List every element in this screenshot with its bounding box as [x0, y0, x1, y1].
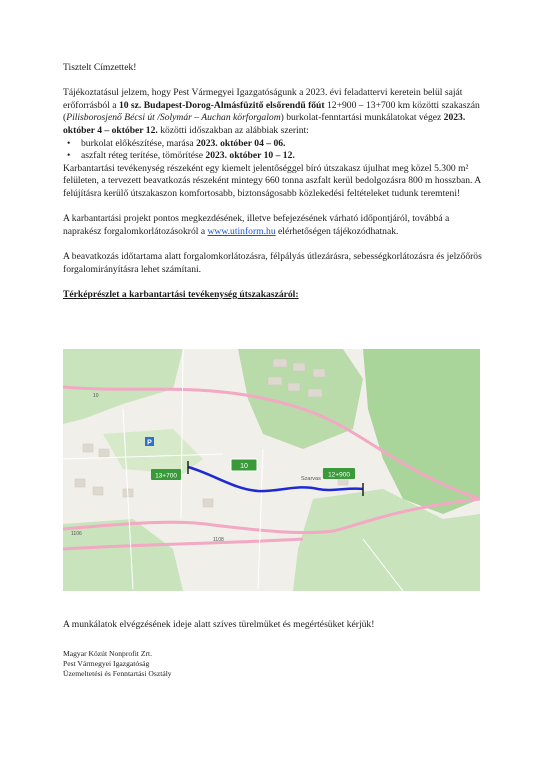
restriction-paragraph: A beavatkozás időtartama alatt forgalomkorlátozásra, félpályás útlezárásra, sebességkorlátozásra és jelzőőrös forgalomirányításra lehet számítani. — [63, 250, 482, 275]
utinform-link[interactable]: www.utinform.hu — [207, 225, 276, 237]
parking-icon-glyph: P — [147, 439, 152, 447]
intro-paragraph — [63, 87, 483, 137]
place-label: Szarvas — [301, 476, 321, 482]
road-label: 1106 — [71, 531, 82, 537]
road-label: 1108 — [213, 537, 224, 543]
route-map — [63, 349, 480, 591]
map-heading: Térképrészlet a karbantartási tevékenység útszakaszáról: — [63, 288, 299, 300]
signature-line: Üzemeltetési és Fenntartási Osztály — [63, 669, 172, 679]
intro-section-name: Pilisborosjenő Bécsi út /Solymár – Auchan körforgalom — [66, 112, 281, 124]
intro-text-3: ) burkolat-fenntartási munkálatokat végez — [280, 112, 444, 124]
greeting: Tisztelt Címzettek! — [63, 62, 137, 73]
intro-text-2: 12+900 – 13+700 km közötti szakaszán ( — [63, 99, 480, 124]
info-paragraph: A karbantartási projekt pontos megkezdésének, illetve befejezésének várható időpontjáról, továbbá a naprakész forgalomkorlátozásokról a www.utinform.hu elérhetőségen tájékozódhatnak. — [63, 213, 450, 237]
closing-line: A munkálatok elvégzésének ideje alatt szíves türelmüket és megértésüket kérjük! — [63, 619, 375, 630]
list-item: • aszfalt réteg terítése, tömörítése 2023. október 10 – 12. — [63, 150, 483, 163]
letter-body — [63, 62, 483, 301]
intro-text-1: Tájékoztatásul jelzem, hogy Pest Vármegyei Igazgatóságunk a 2023. évi feladattervi keretein belül saját erőforrásból a — [63, 87, 463, 111]
maintenance-paragraph: Karbantartási tevékenység részeként egy kiemelt jelentőséggel bíró útszakasz újulhat meg közel 5.300 m² felületen, a tervezett beavatkozás részeként mintegy 660 tonna aszfalt kerül bedolgozásra 800 m hosszban. A felújításra kerülő útszakaszon komfortosabb, biztonságosabb közlekedési feltételeket tudunk teremteni! — [63, 162, 481, 199]
signature-block — [63, 649, 172, 680]
intro-text-4: közötti időszakban az alábbiak szerint: — [157, 124, 309, 136]
signature-line: Pest Vármegyei Igazgatóság — [63, 659, 150, 669]
intro-date-range: 2023. október 4 – október 12. — [63, 112, 466, 136]
intro-road-name: 10 sz. Budapest-Dorog-Almásfüzitő elsőrendű főút — [118, 99, 325, 111]
work-phase-list — [63, 138, 483, 163]
road-label: 10 — [93, 393, 99, 399]
route-number: 10 — [240, 463, 248, 470]
km-label-end: 12+900 — [328, 471, 350, 479]
km-label-start: 13+700 — [155, 472, 177, 480]
list-item: • burkolat előkészítése, marása 2023. október 04 – 06. — [63, 138, 483, 151]
signature-line: Magyar Közút Nonprofit Zrt. — [63, 649, 152, 658]
